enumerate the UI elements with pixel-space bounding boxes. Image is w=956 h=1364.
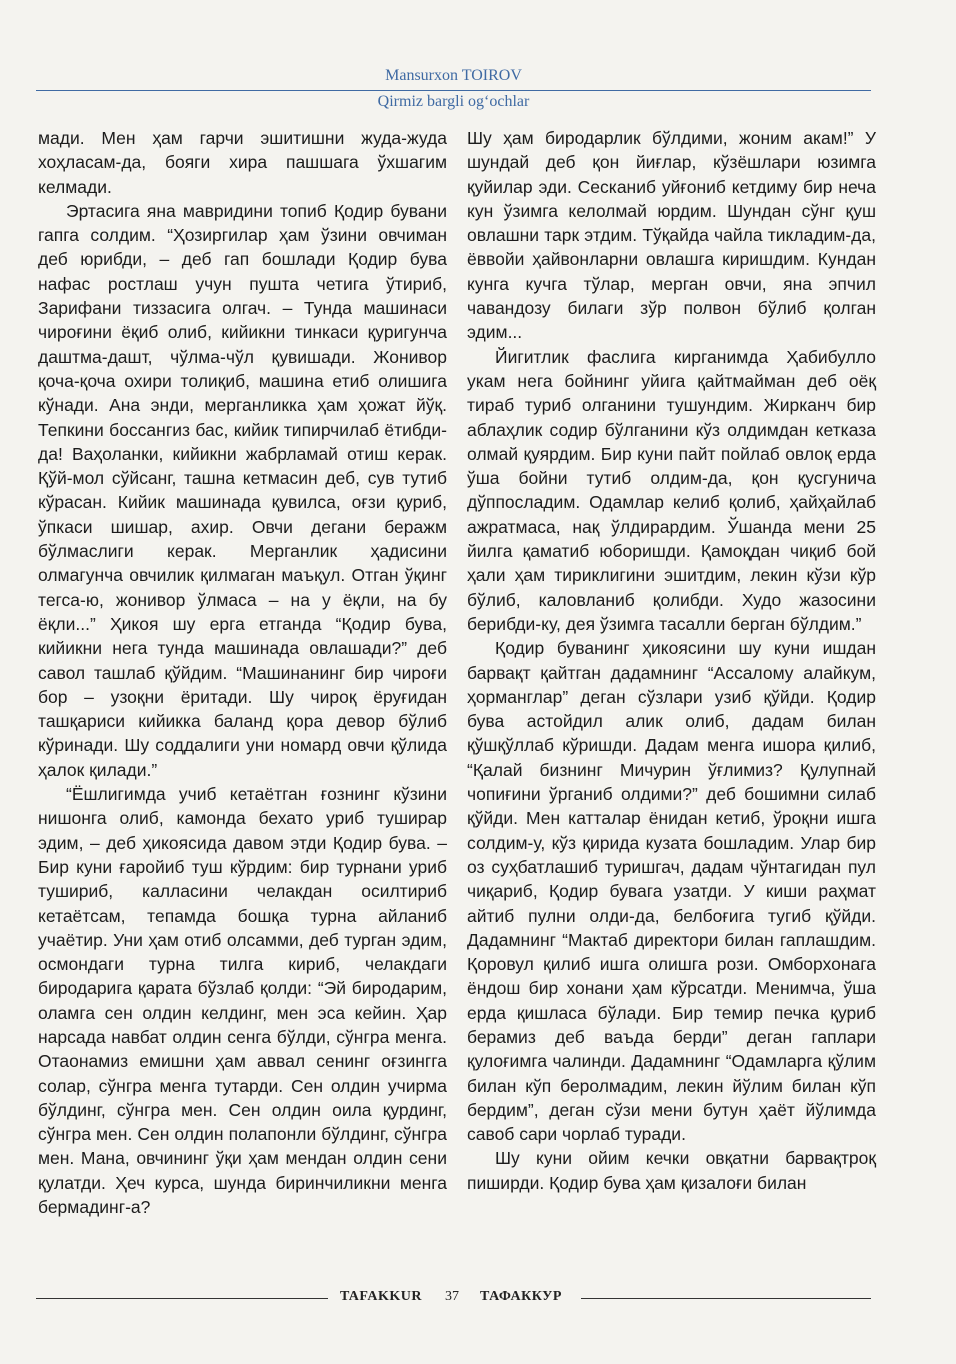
paragraph: Йигитлик фаслига кирганимда Ҳабибулло укам нега бойнинг уйига қайтмайман деб оёқ тираб туриб олганини тушундим. Жирканч бир аблаҳлик содир бўлганини кўз олдимдан кетказа олмай қуярдим. Бир куни пайт пойлаб овлоқ ерда ўша бойни тутиб олдим-да, қон қусгунича дўппосладим. Одамлар келиб қолиб, ҳайҳайлаб ажратмаса, нақ ўлдирардим. Ўшанда мени 25 йилга қаматиб юборишди. Қамоқдан чиқиб бой ҳали ҳам тириклигини эшитдим, лекин кўзи кўр бўлиб, каловланиб қолибди. Худо жазосини берибди-ку, дея ўзимга тасалли берган бўлдим.” (467, 346, 876, 634)
paragraph: “Ёшлигимда учиб кетаётган ғознинг кўзини нишонга олиб, камонда бехато уриб туширар эдим, – деб ҳикоясида давом этди Қодир бува. – Бир куни ғаройиб туш кўрдим: бир турнани уриб тушириб, калласини челакдан осилтириб кетаётсам, тепамда бошқа турна айланиб учаётир. Уни ҳам отиб олсамми, деб турган эдим, осмондаги турна тилга кириб, челакдаги биродарига қарата бўзлаб қолди: “Эй биродарим, оламга сен олдин келдинг, мен эса кейин. Ҳар нарсада навбат олдин сенга бўлди, сўнгра менга. Отаонамиз емишни ҳам аввал сенинг оғзингга солар, сўнгра менга тутарди. Сен олдин учирма бўлдинг, сўнгра мен. Сен олдин оила қурдинг, сўнгра мен. Сен олдин полапонли бўлдинг, сўнгра мен. Мана, овчининг ўқи ҳам мендан олдин сени қулатди. Ҳеч курса, шунда биринчиликни менга бермадинг-а? (38, 784, 447, 1218)
paragraph: Шу ҳам биродарлик бўлдими, жоним акам!” У шундай деб қон йиғлар, кўзёшлари юзимга қуйилар эди. Сесканиб уйғониб кетдиму бир неча кун ўзимга келолмай юрдим. Шундан сўнг қуш овлашни тарк этдим. Тўқайда чайла тикладим-да, ёввойи ҳайвонларни овлашга киришдим. Кундан кунга кучга тўлар, мерган овчи, яна эпчил чавандозу билаги зўр полвон бўлиб қолган эдим... (467, 128, 876, 343)
running-header (36, 66, 871, 110)
page-number: 37 (445, 1289, 459, 1304)
paragraph: Эртасига яна мавридини топиб Қодир бувани гапга солдим. “Ҳозиргилар ҳам ўзини овчиман деб юрибди, – деб гап бошлади Қодир бува нафас ростлаш учун пушта четига ўтириб, Зарифани тиззасига олгач. – Тунда машинаси чироғини ёқиб олиб, кийикни тинкаси қуригунча даштма-дашт, чўлма-чўл қувишади. Жонивор қоча-қоча охири толиқиб, машина етиб олишига кўнади. Ана энди, мерганликка ҳам ҳожат йўқ. Тепкини боссангиз бас, кийик типирчилаб ётибди-да! Ваҳоланки, кийикни жабрламай отиш керак. Қўй-мол сўйсанг, ташна кетмасин деб, сув тутиб кўрасан. Кийик машинада қувилса, оғзи қуриб, ўпкаси шишар, ахир. Овчи дегани беражм бўлмаслиги керак. Мерганлик ҳадисини олмагунча овчилик қилмаган маъқул. Отган ўқинг тегса-ю, жонивор ўлмаса – на у ёқли, на бу ёқли...” Ҳикоя шу ерга етганда “Қодир бува, кийикни нега тунда машинада овлашади?” деб савол ташлаб қўйдим. “Машинанинг бир чироғи бор – узоқни ёритади. Шу чироқ ёруғидан ташқариси кийикка баланд қора девор бўлиб кўринади. Шу соддалиги уни номард овчи қўлида ҳалок қилади.” (38, 200, 447, 780)
right-column (467, 126, 876, 1195)
paragraph: мади. Мен ҳам гарчи эшитишни жуда-жуда хоҳласам-да, бояги хира пашшага ўхшагим келмади. (38, 128, 447, 197)
journal-name-cyrillic: ТАФАККУР (480, 1289, 562, 1304)
footer-rule-left (36, 1298, 328, 1299)
page-footer (36, 1287, 871, 1307)
header-rule (36, 90, 871, 91)
author-name: Mansurxon TOIROV (385, 67, 522, 84)
footer-rule-right (581, 1298, 871, 1299)
paragraph: Шу куни ойим кечки овқатни барвақтроқ пиширди. Қодир бува ҳам қизалоғи билан (467, 1148, 876, 1193)
paragraph: Қодир буванинг ҳикоясини шу куни ишдан барвақт қайтган дадамнинг “Ассалому алайкум, ҳорманглар” деган сўзлари узиб қўйди. Қодир бува астойдил алик олиб, дадам билан қўшқўллаб кўришди. Дадам менга ишора қилиб, “Қалай бизнинг Мичурин ўғлимиз? Қулупнай чопиғини ўрганиб олдими?” деб бошимни силаб қўйди. Мен катталар ёнидан кетиб, ўроқни ишга солдим-у, кўз қирида кузата бошладим. Улар бир оз суҳбатлашиб туришгач, дадам чўнтагидан пул чиқариб, Қодир бувага узатди. У киши раҳмат айтиб пулни олди-да, белбоғига тугиб қўйди. Дадамнинг “Мактаб директори билан гаплашдим. Қоровул қилиб ишга олишга рози. Омборхонага ёндош бир хонани ҳам кўрсатди. Менимча, ўша ерда қишласа бўлади. Бир темир печка қуриб берамиз деб ваъда берди” деган гаплари қулоғимга чалинди. Дадамнинг “Одамларга қўлим билан кўп беролмадим, лекин йўлим билан кўп бердим”, деган сўзи мени бутун ҳаёт йўлимда савоб сари чорлаб туради. (467, 638, 876, 1145)
journal-name-latin: TAFAKKUR (340, 1289, 423, 1304)
left-column (38, 126, 447, 1219)
article-title: Qirmiz bargli og‘ochlar (377, 93, 530, 110)
